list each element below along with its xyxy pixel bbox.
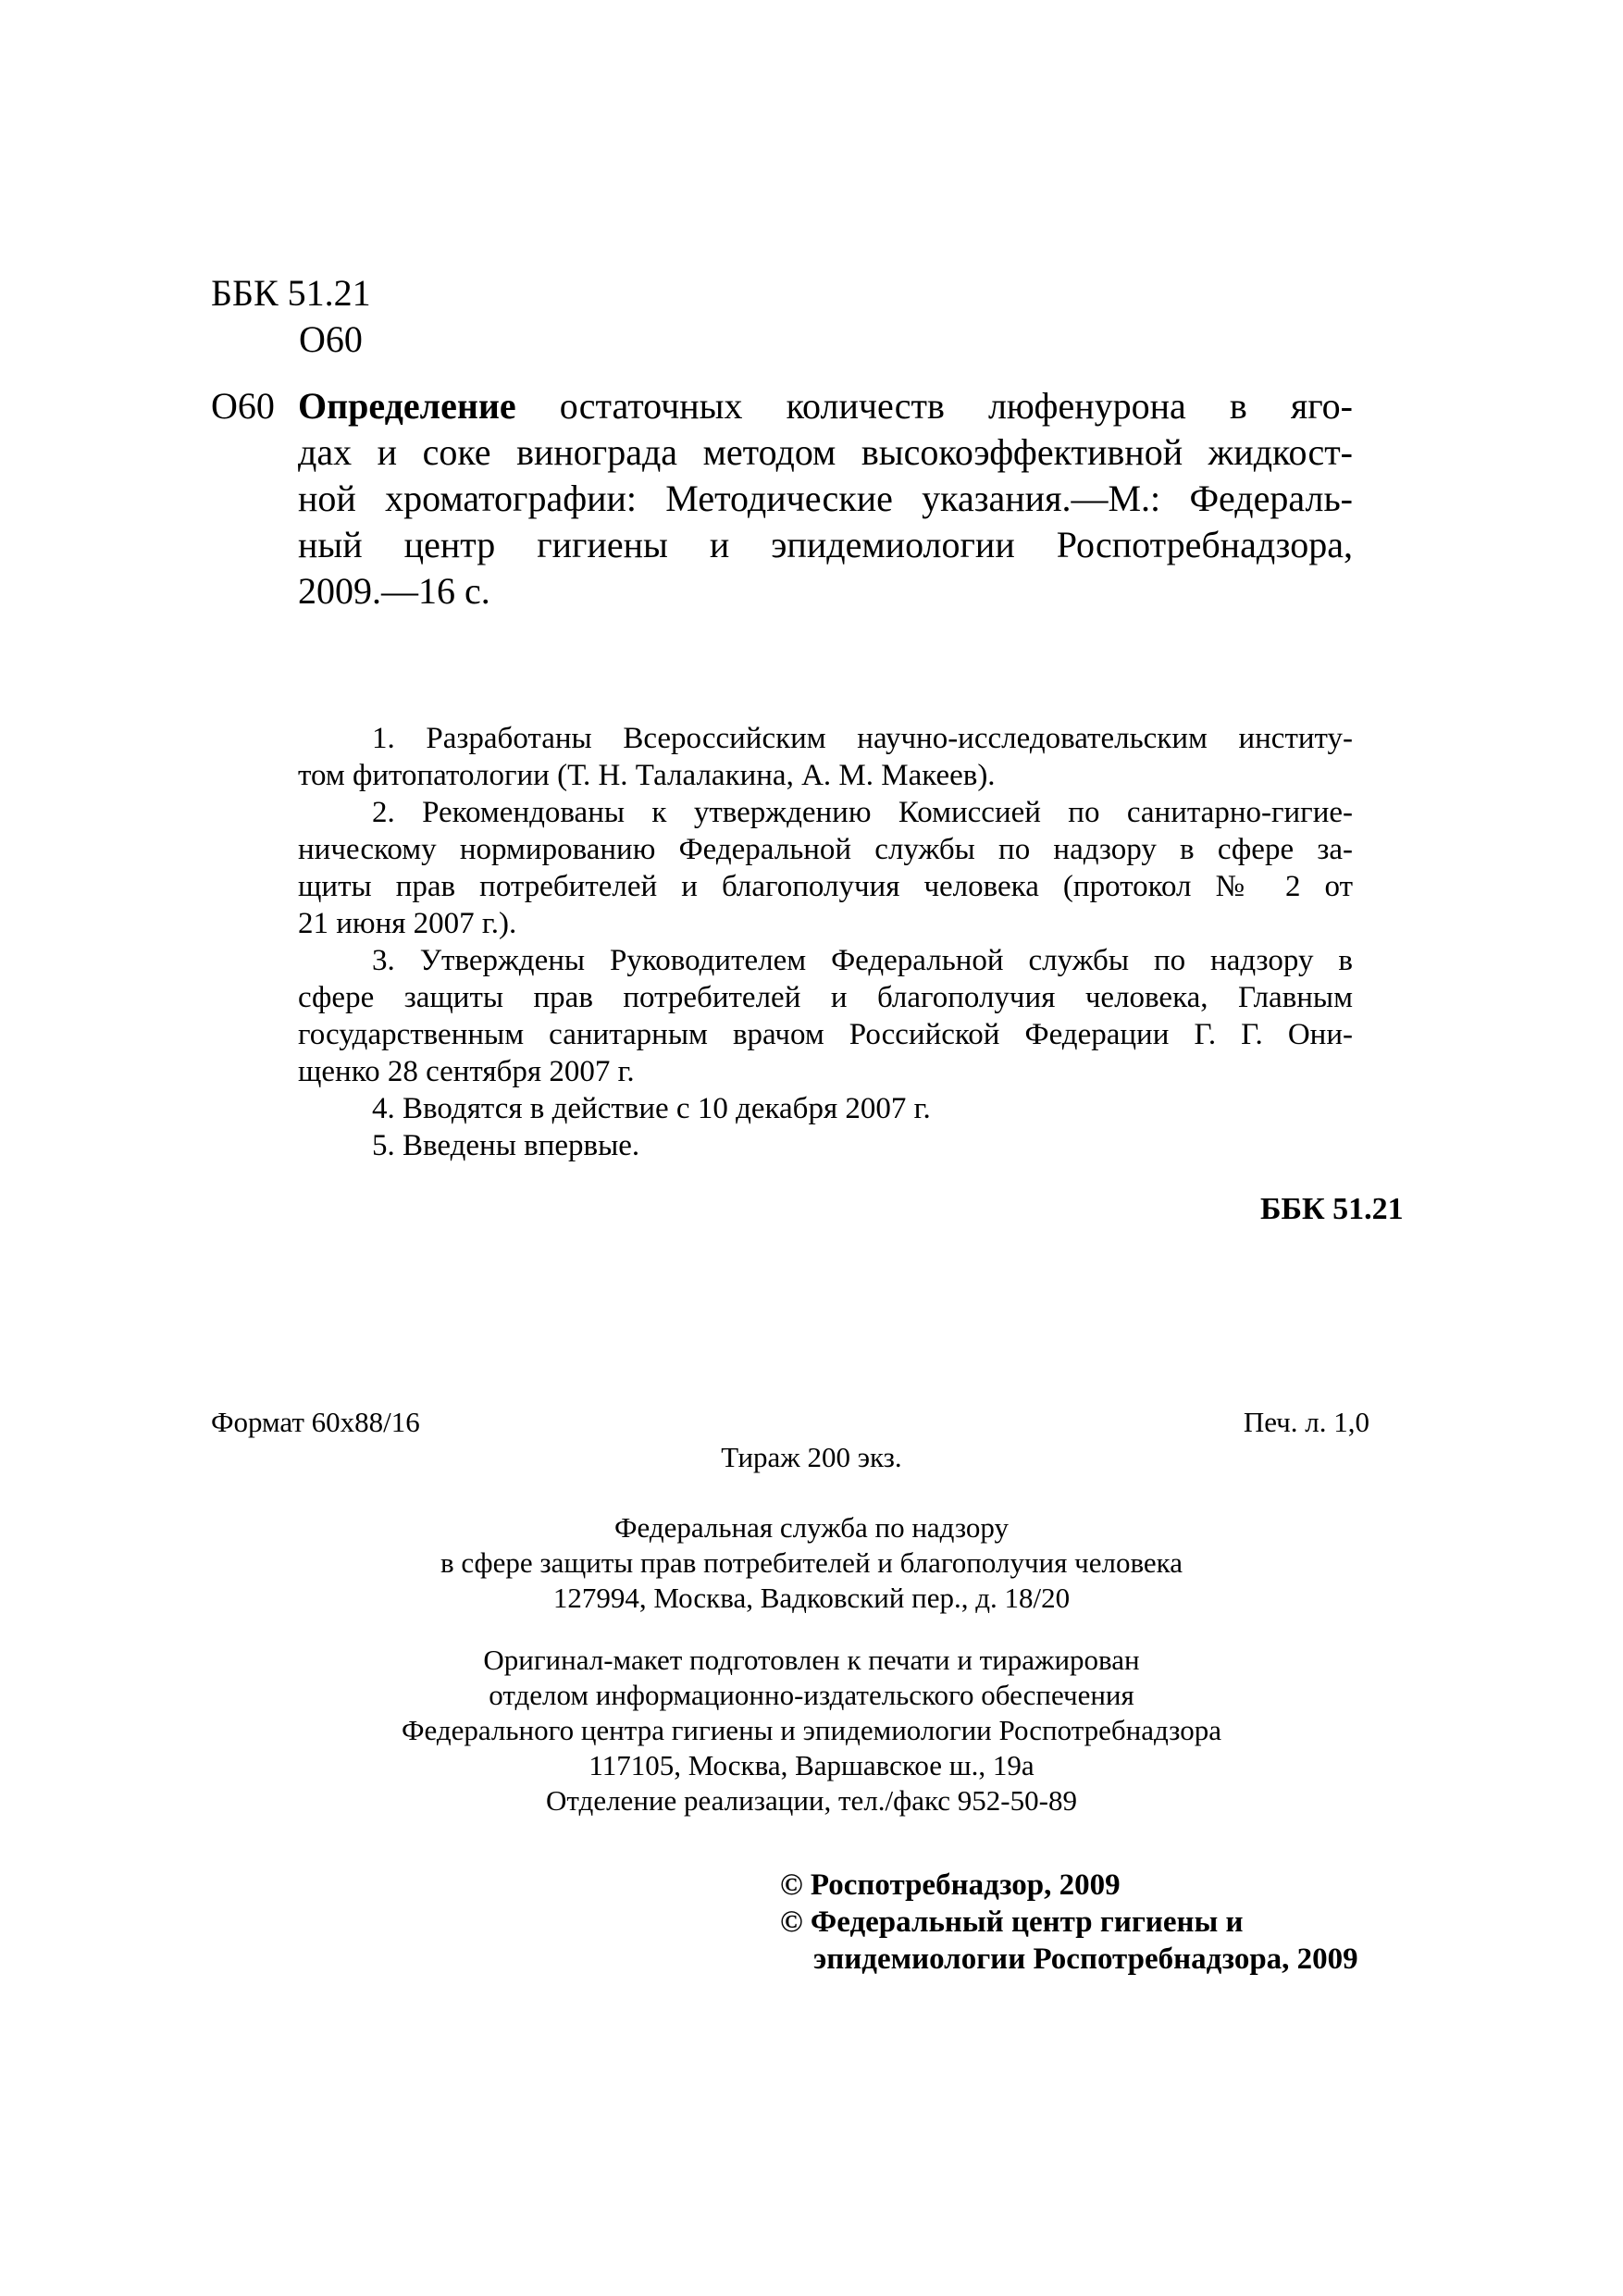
layout-info-line: Оригинал-макет подготовлен к печати и тиражирован (483, 1644, 1140, 1676)
biblio-line: ной хроматографии: Методические указания.—М.: Федераль- (298, 478, 1353, 519)
bbk-index-bottom: ББК 51.21 (1260, 1192, 1404, 1226)
format-text: Формат 60x88/16 (211, 1406, 420, 1438)
layout-info-line: отделом информационно-издательского обеспечения (489, 1679, 1134, 1711)
note-line: ническому нормированию Федеральной службы по надзору в сфере за- (298, 833, 1353, 866)
author-mark: О60 (299, 318, 363, 360)
layout-info-block (0, 1643, 1623, 1818)
note-line: 3. Утверждены Руководителем Федеральной службы по надзору в (372, 944, 1353, 977)
note-line: государственным санитарным врачом Российской Федерации Г. Г. Они- (298, 1018, 1353, 1051)
note-line: 4. Вводятся в действие с 10 декабря 2007 г. (372, 1092, 931, 1125)
note-line: 5. Введены впервые. (372, 1129, 640, 1162)
note-line: щенко 28 сентября 2007 г. (298, 1055, 635, 1088)
note-line: 1. Разработаны Всероссийским научно-исследовательским институ- (372, 722, 1353, 755)
title-keyword: Определение (298, 385, 516, 427)
biblio-line: Определение остаточных количеств люфенурона в яго- (298, 385, 1353, 427)
print-run: Тираж 200 экз. (721, 1441, 902, 1473)
note-line: том фитопатологии (Т. Н. Талалакина, А. М. Макеев). (298, 759, 996, 792)
bibliographic-description (298, 383, 1353, 614)
copyright-line: © Роспотребнадзор, 2009 (780, 1868, 1121, 1902)
layout-info-line: 117105, Москва, Варшавское ш., 19а (588, 1749, 1035, 1781)
imprint-format-row (211, 1405, 1369, 1440)
bbk-index: ББК 51.21 (211, 272, 371, 314)
entry-author-mark: О60 (211, 385, 275, 427)
note-line: сфере защиты прав потребителей и благополучия человека, Главным (298, 981, 1353, 1014)
copyright-line: эпидемиологии Роспотребнадзора, 2009 (813, 1942, 1358, 1976)
sheets-text: Печ. л. 1,0 (1243, 1406, 1369, 1438)
publisher-line: Федеральная служба по надзору (614, 1511, 1009, 1544)
note-line: 2. Рекомендованы к утверждению Комиссией по санитарно-гигие- (372, 796, 1353, 829)
copyright-block (780, 1867, 1358, 1978)
copyright-line: © Федеральный центр гигиены и (780, 1905, 1244, 1939)
notes-list (298, 720, 1353, 1164)
publisher-line: в сфере защиты прав потребителей и благополучия человека (440, 1546, 1183, 1579)
layout-info-line: Отделение реализации, тел./факс 952-50-89 (546, 1784, 1077, 1817)
publisher-line: 127994, Москва, Вадковский пер., д. 18/20 (552, 1582, 1071, 1614)
biblio-line: дах и соке винограда методом высокоэффективной жидкост- (298, 431, 1353, 473)
publisher-block (0, 1510, 1623, 1616)
note-line: 21 июня 2007 г.). (298, 907, 517, 940)
layout-info-line: Федерального центра гигиены и эпидемиологии Роспотребнадзора (402, 1714, 1221, 1746)
biblio-line: 2009.—16 с. (298, 570, 490, 612)
biblio-line: ный центр гигиены и эпидемиологии Роспотребнадзора, (298, 524, 1353, 565)
note-line: щиты прав потребителей и благополучия человека (протокол № 2 от (298, 870, 1353, 903)
